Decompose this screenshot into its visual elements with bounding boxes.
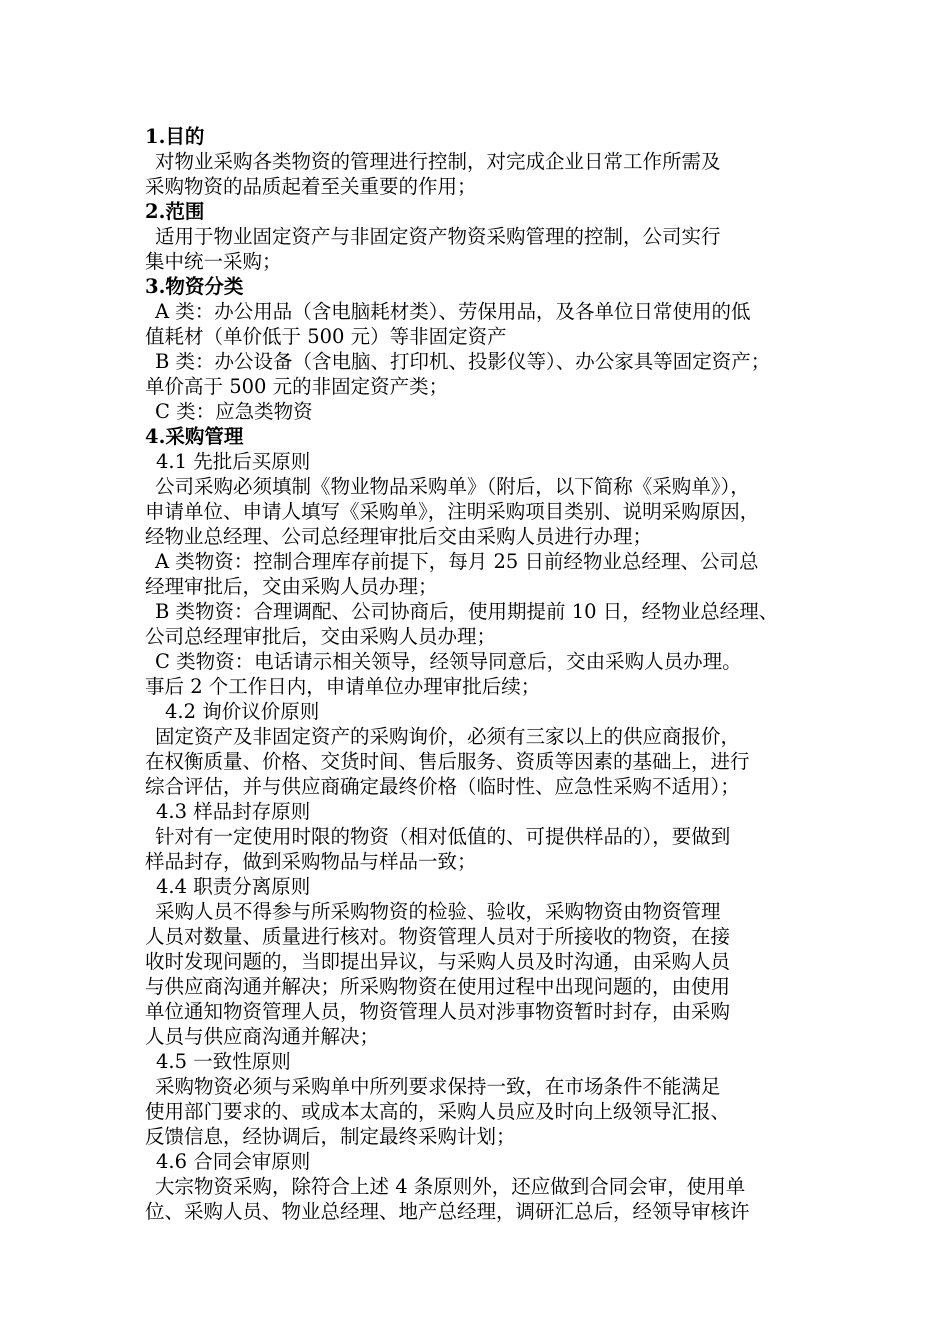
paragraph-line: 固定资产及非固定资产的采购询价，必须有三家以上的供应商报价， (155, 725, 741, 748)
paragraph-line: 针对有一定使用时限的物资（相对低值的、可提供样品的），要做到 (155, 825, 731, 848)
paragraph-line: 单价高于 500 元的非固定资产类； (145, 375, 449, 398)
paragraph-line: 公司总经理审批后，交由采购人员办理； (145, 625, 497, 648)
paragraph-line: 事后 2 个工作日内，申请单位办理审批后续； (145, 675, 541, 698)
paragraph-line: 集中统一采购； (145, 250, 282, 273)
paragraph-line: C 类物资：电话请示相关领导，经领导同意后，交由采购人员办理。 (155, 650, 742, 673)
paragraph-line: 人员对数量、质量进行核对。物资管理人员对于所接收的物资，在接 (145, 925, 731, 948)
subsection-heading: 4.4 职责分离原则 (156, 875, 311, 898)
paragraph-line: 与供应商沟通并解决；所采购物资在使用过程中出现问题的，由使用 (145, 975, 731, 998)
section-heading-procurement: 4.采购管理 (145, 425, 244, 448)
section-heading-classification: 3.物资分类 (145, 275, 244, 298)
paragraph-line: 样品封存，做到采购物品与样品一致； (145, 850, 477, 873)
document-page (145, 124, 813, 1224)
subsection-heading: 4.1 先批后买原则 (156, 450, 311, 473)
paragraph-line: A 类：办公用品（含电脑耗材类）、劳保用品，及各单位日常使用的低 (155, 300, 751, 323)
subsection-heading: 4.2 询价议价原则 (165, 700, 320, 723)
paragraph-line: 申请单位、申请人填写《采购单》，注明采购项目类别、说明采购原因， (145, 500, 760, 523)
paragraph-line: B 类：办公设备（含电脑、打印机、投影仪等）、办公家具等固定资产； (155, 350, 771, 373)
subsection-heading: 4.3 样品封存原则 (156, 800, 311, 823)
paragraph-line: 值耗材（单价低于 500 元）等非固定资产 (145, 325, 507, 348)
paragraph-line: 反馈信息，经协调后，制定最终采购计划； (145, 1125, 516, 1148)
paragraph-line: 在权衡质量、价格、交货时间、售后服务、资质等因素的基础上，进行 (145, 750, 750, 773)
paragraph-line: 人员与供应商沟通并解决； (145, 1025, 380, 1048)
paragraph-line: B 类物资：合理调配、公司协商后，使用期提前 10 日，经物业总经理、 (155, 600, 779, 623)
paragraph-line: 单位通知物资管理人员，物资管理人员对涉事物资暂时封存，由采购 (145, 1000, 731, 1023)
paragraph-line: C 类：应急类物资 (155, 400, 313, 423)
section-heading-purpose: 1.目的 (145, 125, 205, 148)
paragraph-line: 采购物资的品质起着至关重要的作用； (145, 175, 477, 198)
paragraph-line: 公司采购必须填制《物业物品采购单》（附后，以下简称《采购单》）， (155, 475, 750, 498)
paragraph-line: 收时发现问题的，当即提出异议，与采购人员及时沟通，由采购人员 (145, 950, 731, 973)
paragraph-line: 大宗物资采购，除符合上述 4 条原则外，还应做到合同会审，使用单 (155, 1175, 746, 1198)
paragraph-line: 适用于物业固定资产与非固定资产物资采购管理的控制，公司实行 (155, 225, 721, 248)
paragraph-line: 使用部门要求的、或成本太高的，采购人员应及时向上级领导汇报、 (145, 1100, 731, 1123)
paragraph-line: 经物业总经理、公司总经理审批后交由采购人员进行办理； (145, 525, 653, 548)
subsection-heading: 4.5 一致性原则 (156, 1050, 291, 1073)
paragraph-line: 经理审批后，交由采购人员办理； (145, 575, 438, 598)
paragraph-line: A 类物资：控制合理库存前提下，每月 25 日前经物业总经理、公司总 (155, 550, 759, 573)
subsection-heading: 4.6 合同会审原则 (156, 1150, 311, 1173)
paragraph-line: 位、采购人员、物业总经理、地产总经理，调研汇总后，经领导审核许 (145, 1200, 750, 1223)
paragraph-line: 采购物资必须与采购单中所列要求保持一致，在市场条件不能满足 (155, 1075, 721, 1098)
section-heading-scope: 2.范围 (145, 200, 205, 223)
paragraph-line: 综合评估，并与供应商确定最终价格（临时性、应急性采购不适用）； (145, 775, 740, 798)
paragraph-line: 采购人员不得参与所采购物资的检验、验收，采购物资由物资管理 (155, 900, 721, 923)
paragraph-line: 对物业采购各类物资的管理进行控制，对完成企业日常工作所需及 (155, 150, 721, 173)
